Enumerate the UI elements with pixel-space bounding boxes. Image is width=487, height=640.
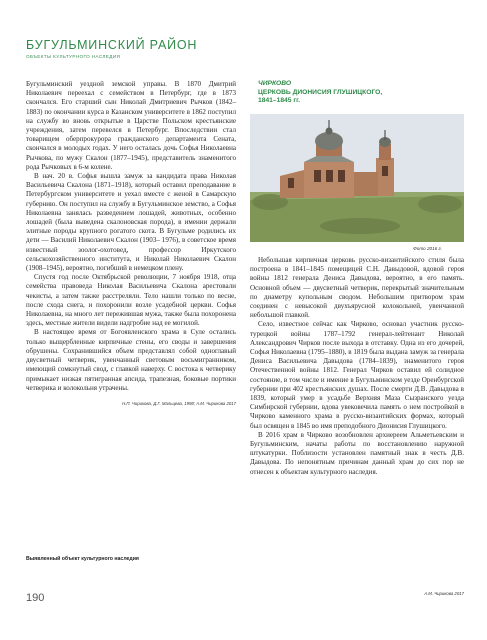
district-title: БУГУЛЬМИНСКИЙ РАЙОН bbox=[26, 38, 198, 52]
right-paragraph-3: В 2016 храм в Чирково возобновлен архиереем Альметьевским и Бугульминским, начаты работы по восстановлению наружной штукатурки. Поблизости установлен памятный знак в честь Д.В. Давыдова. По непонятным причинам данный храм до сих пор не отнесен к объектам культурного наследия. bbox=[250, 430, 464, 476]
church-dates: 1841–1845 гг. bbox=[258, 97, 301, 105]
left-paragraph-2: В нач. 20 в. Софья вышла замуж за кандидата права Николая Васильевича Скалона (1871–1918), который оставил преподавание в Петербургском университете и уехал вместе с женой в Самарскую губернию. Он поступил на службу в Бугульминское земство, а Софья Николаевна занялась разведением лошадей, животных, особенно лошадей (была выведена скалоновская порода), в имении держали элитные породы крупного рогатого скота. В Бугульме родились их дети — Василий Николаевич Скалон (1903– 1976), в советское время известный зоолог-охотовед, профессор Иркутского сельскохозяйственного института, и Николай Николаевич Скалон (1908–1945), вероятно, погибший в немецком плену. bbox=[26, 172, 236, 273]
right-paragraph-1: Небольшая кирпичная церковь русско-византийского стиля была построена в 1841–1845 помещицей С.Н. Давыдовой, вдовой героя войны 1812 генерала Дениса Давыдова, вероятно, в его память. Основной объем — двусветный четверик, перекрытый значительным по диаметру купольным сводом. Небольшим притвором храм соединен с невысокой двухъярусной колокольней, увенчанной небольшой главкой. bbox=[250, 256, 464, 320]
left-credit: Н.П. Чирикова, Д.Г. Мальцева, 1998; А.М. Чирикова 2017 bbox=[122, 400, 236, 406]
page-header bbox=[26, 38, 197, 60]
left-paragraph-1: Бугульминский уездной земской управы. В 1870 Дмитрий Николаевич переехал с семейством в Петербург, где в 1873 скончался. Его старший сын Николай Дмитриевич Рычков (1842–1883) по окончании курса в Казанском университете в 1862 поступил на службу во вновь открытые в Царстве Польском крестьянские учреждения, затем перевелся в Петербург. Впоследствии стал товарищем оберпрокурора гражданского департамента Сената, скончался в молодых годах. У него осталась дочь Софья Николаевна Рычкова, по мужу Скалон (1877–1945), представитель знаменитого рода Рычковых в 6-м колене. bbox=[26, 80, 236, 171]
left-column bbox=[26, 80, 236, 408]
photo-caption: Фото 2016 г. bbox=[413, 246, 442, 251]
object-status-note: Выявленный объект культурного наследия bbox=[26, 556, 139, 562]
left-paragraph-3: Спустя год после Октябрьской революции, 7 ноября 1918, отца семейства правоведа Николая Васильевича Скалона арестовали чекисты, а затем также расстреляли. Тело нашли только по весне, после схода снега, и похоронили возле усадебной церкви. Софья Николаевна, на много лет пережившая мужа, также была похоронена здесь, местные жители видели надгробие над ее могилой. bbox=[26, 273, 236, 328]
right-credit: А.М. Чирикова 2017 bbox=[424, 591, 464, 596]
section-subtitle: ОБЪЕКТЫ КУЛЬТУРНОГО НАСЛЕДИЯ bbox=[26, 54, 121, 59]
church-photo-drawing bbox=[250, 114, 464, 242]
page-number: 190 bbox=[26, 592, 45, 604]
church-photo bbox=[250, 114, 464, 242]
church-title: ЦЕРКОВЬ ДИОНИСИЯ ГЛУШИЦКОГО, bbox=[258, 88, 383, 96]
right-text bbox=[250, 256, 464, 477]
left-paragraph-4: В настоящее время от Богоявленского храма в Суле остались только выщербленные кирпичные стены, его своды и завершения обрушены. Сохранившийся объем представлял собой одноглавый двусветный четверик, увенчанный световым восьмигранником, имеющий сомкнутый свод, с главкой наверху. С востока к четверику примыкает низкая пятигранная апсида, трапезная, боковые портики четверика и колокольня утрачены. bbox=[26, 328, 236, 392]
right-paragraph-2: Село, известное сейчас как Чирково, основал участник русско-турецкой войны 1787–1792 генерал-лейтенант Николай Александрович Чирков после выхода в отставку. Одна из его дочерей, Софья Николаевна (1795–1880), в 1819 была выдана замуж за генерала Дениса Васильевича Давыдова (1784–1839), знаменитого героя Отечественной войны 1812. Генерал Чирков оставил ей солидное состояние, в том числе и имение в Бугульминском уезде Оренбургской губернии при 402 крестьянских душах. После смерти Д.В. Давыдова в 1839, который умер в усадьбе Верхняя Маза Сызранского уезда Симбирской губернии, вдова увековечила память о нем постройкой в Чирково каменного храма в русско-византийских формах, который был освящен в 1845 во имя преподобного Дионисия Глушицкого. bbox=[250, 320, 464, 430]
village-name: ЧИРКОВО bbox=[258, 80, 292, 87]
